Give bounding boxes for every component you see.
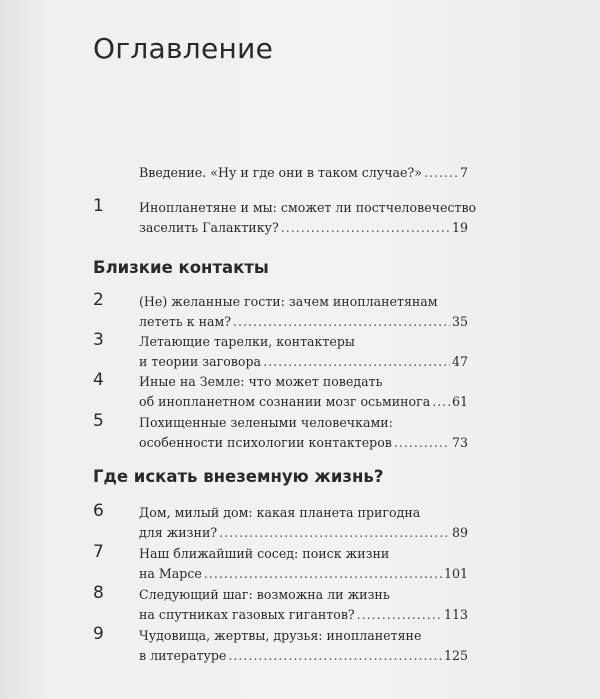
- toc-page-number: 113: [443, 607, 468, 622]
- toc-entry-title-end: на Марсе: [139, 566, 202, 581]
- section-heading-where-to-search: Где искать внеземную жизнь?: [93, 467, 384, 486]
- toc-entry-title-end: для жизни?: [139, 525, 218, 540]
- page-title: Оглавление: [93, 32, 274, 65]
- toc-entry-title: Летающие тарелки, контактеры: [139, 334, 355, 349]
- chapter-number: 5: [93, 411, 104, 431]
- toc-entry-title: Иные на Земле: что может поведать: [139, 374, 383, 389]
- chapter-number: 1: [93, 196, 104, 216]
- chapter-number: 3: [93, 330, 104, 350]
- toc-entry-text: [139, 413, 468, 453]
- dot-leader: [424, 163, 458, 183]
- toc-entry-title: Дом, милый дом: какая планета пригодна: [139, 505, 421, 520]
- section-heading-close-contacts: Близкие контакты: [93, 258, 269, 277]
- toc-entry-text: [139, 372, 468, 412]
- toc-entry-text: [139, 544, 468, 584]
- toc-page-number: 47: [451, 354, 468, 369]
- dot-leader: [432, 392, 450, 412]
- dot-leader: [394, 433, 450, 453]
- toc-page-number: 101: [443, 566, 468, 581]
- dot-leader: [281, 218, 450, 238]
- toc-entry-text: [139, 163, 468, 183]
- toc-entry-title: Похищенные зелеными человечками:: [139, 415, 393, 430]
- toc-entry-title: Введение. «Ну и где они в таком случае?»: [139, 165, 422, 180]
- toc-entry-title-end: и теории заговора: [139, 354, 262, 369]
- toc-entry-text: [139, 332, 468, 372]
- dot-leader: [357, 605, 442, 625]
- toc-entry-title: (Не) желанные гости: зачем инопланетянам: [139, 294, 438, 309]
- toc-entry-title: Инопланетяне и мы: сможет ли постчеловечество: [139, 200, 477, 215]
- chapter-number: 7: [93, 542, 104, 562]
- toc-entry-title: Следующий шаг: возможна ли жизнь: [139, 587, 390, 602]
- toc-entry-title: Наш ближайший сосед: поиск жизни: [139, 546, 390, 561]
- chapter-number: 4: [93, 370, 104, 390]
- toc-page-number: 7: [459, 165, 468, 180]
- dot-leader: [233, 312, 450, 332]
- dot-leader: [219, 523, 450, 543]
- toc-entry-title: Чудовища, жертвы, друзья: инопланетяне: [139, 628, 422, 643]
- toc-page-number: 19: [451, 220, 468, 235]
- toc-entry-title-end: об инопланетном сознании мозг осьминога: [139, 394, 431, 409]
- toc-entry-title-end: лететь к нам?: [139, 314, 232, 329]
- toc-entry-text: [139, 626, 468, 666]
- toc-entry-text: [139, 292, 468, 332]
- toc-page-number: 125: [443, 648, 468, 663]
- toc-entry-title-end: заселить Галактику?: [139, 220, 279, 235]
- toc-entry-text: [139, 503, 468, 543]
- toc-entry-title-end: на спутниках газовых гигантов?: [139, 607, 355, 622]
- dot-leader: [204, 564, 442, 584]
- chapter-number: 6: [93, 501, 104, 521]
- chapter-number: 9: [93, 624, 104, 644]
- toc-page-number: 35: [451, 314, 468, 329]
- dot-leader: [228, 646, 442, 666]
- toc-entry-text: [139, 198, 477, 238]
- toc-entry-title-end: в литературе: [139, 648, 227, 663]
- dot-leader: [263, 352, 450, 372]
- toc-page-number: 89: [451, 525, 468, 540]
- toc-entry-text: [139, 585, 468, 625]
- toc-page-number: 61: [451, 394, 468, 409]
- chapter-number: 8: [93, 583, 104, 603]
- chapter-number: 2: [93, 290, 104, 310]
- toc-page-number: 73: [451, 435, 468, 450]
- toc-entry-title-end: особенности психологии контактеров: [139, 435, 392, 450]
